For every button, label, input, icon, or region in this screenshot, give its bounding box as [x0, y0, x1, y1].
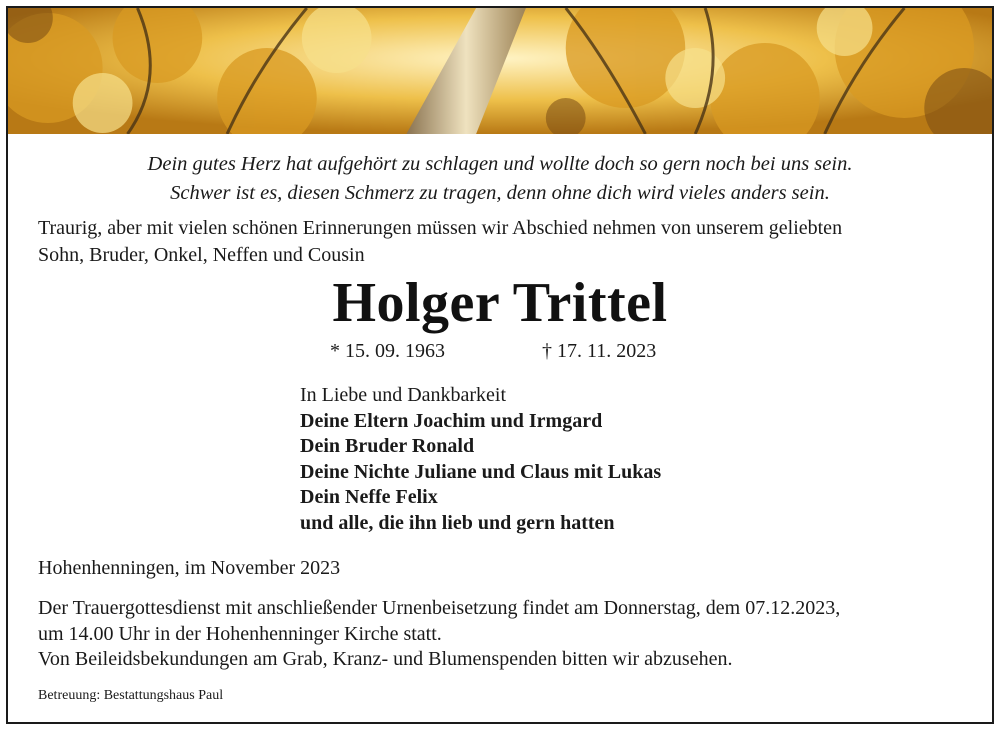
- poem-line-2: Schwer ist es, diesen Schmerz zu tragen, denn ohne dich wird vieles anders sein.: [170, 182, 830, 204]
- intro-line-2: Sohn, Bruder, Onkel, Neffen und Cousin: [38, 244, 365, 266]
- service-line-1: Der Trauergottesdienst mit anschließender Urnenbeisetzung findet am Donnerstag, dem 07.12.2023,: [38, 597, 841, 619]
- service-line-2: um 14.00 Uhr in der Hohenhenninger Kirche statt.: [38, 622, 442, 645]
- signature-line: Deine Eltern Joachim und Irmgard: [300, 409, 603, 432]
- death-date: † 17. 11. 2023: [542, 340, 657, 362]
- service-info: [38, 596, 988, 673]
- place-date: Hohenhenningen, im November 2023: [38, 557, 341, 579]
- autumn-trees-photo-icon: [8, 8, 992, 134]
- intro-line-1: Traurig, aber mit vielen schönen Erinnerungen müssen wir Abschied nehmen von unserem geliebten: [38, 217, 843, 239]
- memorial-poem: [8, 150, 992, 208]
- service-line-3: Von Beileidsbekundungen am Grab, Kranz- und Blumenspenden bitten wir abzusehen.: [38, 648, 733, 670]
- obituary-card: [6, 6, 994, 724]
- signatures-opening: In Liebe und Dankbarkeit: [300, 384, 507, 406]
- autumn-trees-banner: [8, 8, 992, 134]
- funeral-home-credit: Betreuung: Bestattungshaus Paul: [38, 688, 224, 703]
- signature-line: Deine Nichte Juliane und Claus mit Lukas: [300, 460, 662, 483]
- intro-text: [38, 215, 978, 269]
- deceased-name: Holger Trittel: [332, 272, 668, 334]
- poem-line-1: Dein gutes Herz hat aufgehört zu schlagen und wollte doch so gern noch bei uns sein.: [147, 153, 853, 175]
- signature-line: Dein Bruder Ronald: [300, 435, 475, 458]
- signature-line: Dein Neffe Felix: [300, 486, 438, 509]
- birth-date: * 15. 09. 1963: [330, 340, 445, 362]
- signatures-block: [300, 383, 800, 537]
- signature-line: und alle, die ihn lieb und gern hatten: [300, 511, 615, 534]
